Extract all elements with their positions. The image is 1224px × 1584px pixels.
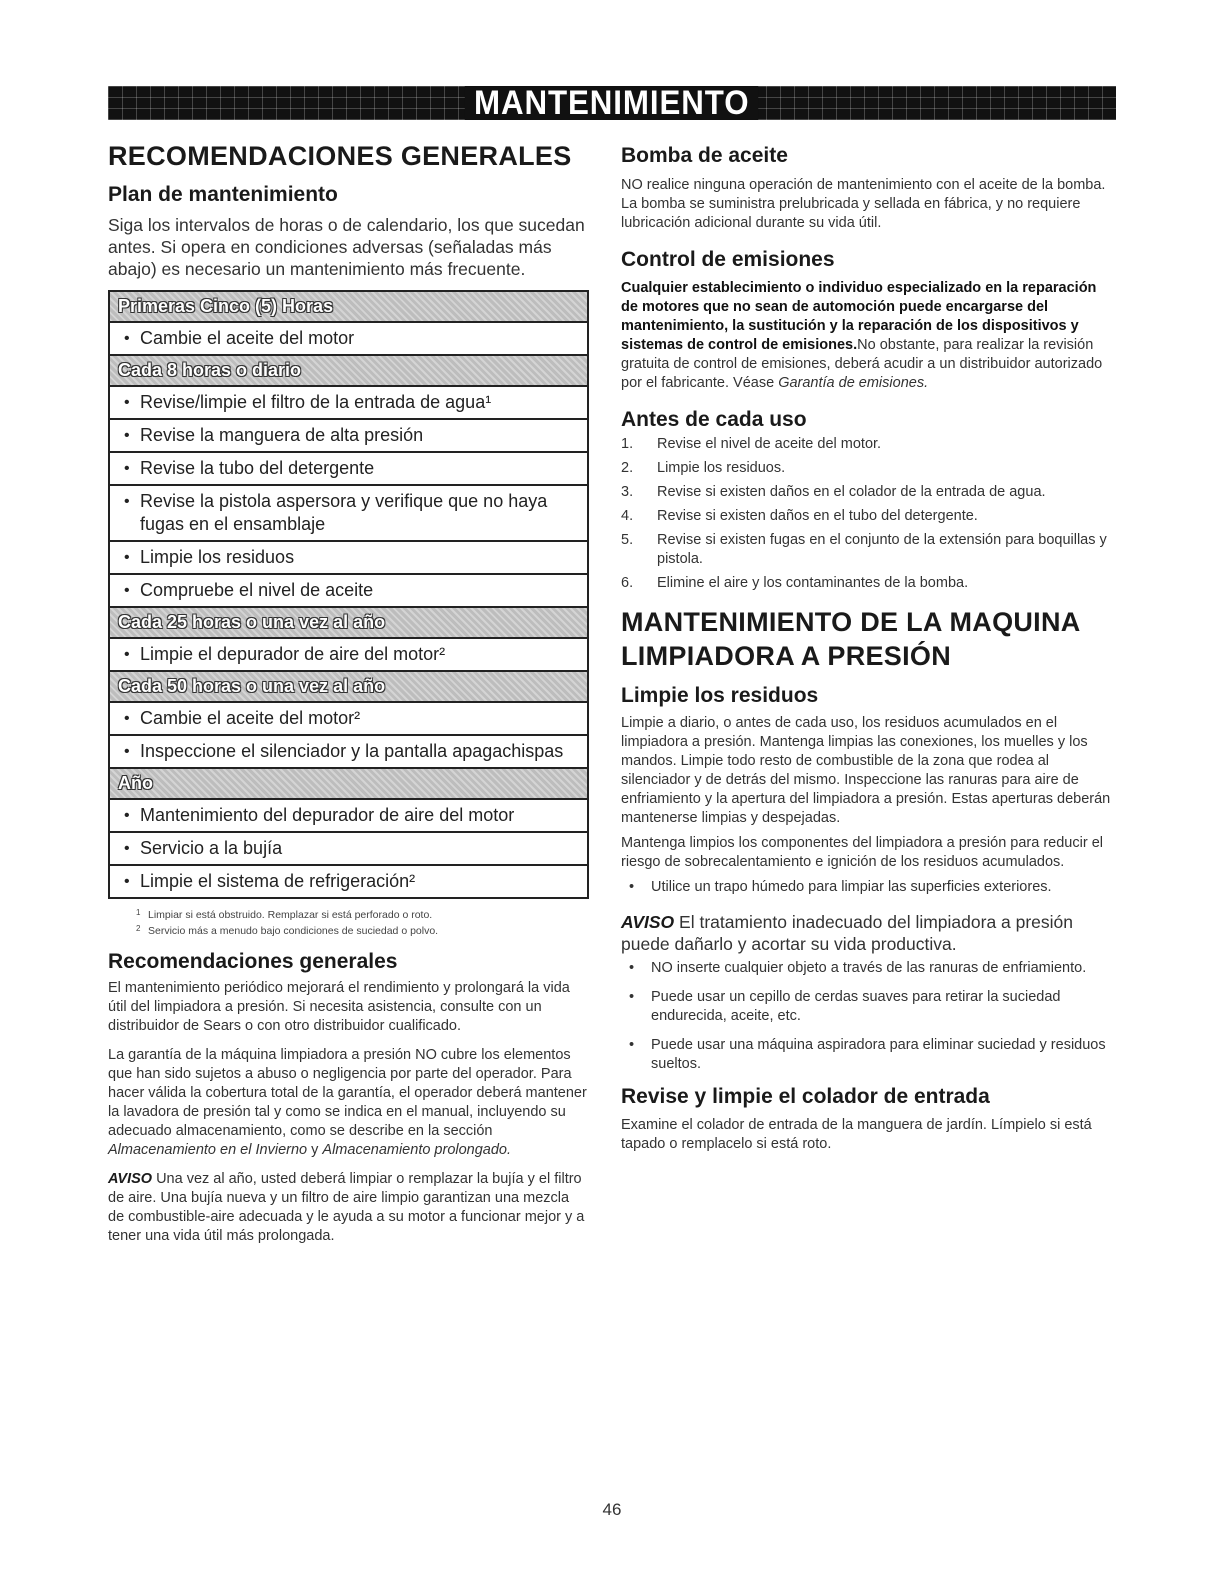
recommendations-paragraph-2: La garantía de la máquina limpiadora a presión NO cubre los elementos que han sido sujetos a abuso o negligencia por parte del operador. Para hacer válida la cobertura total de la garantía, el operador deberá mantener la lavadora de presión tal y como se indica en el manual, incluyendo su adecuado almacenamiento, como se describe en la sección Almacenamiento en el Invierno y Almacenamiento prolongado. [108,1047,587,1158]
schedule-item: • Limpie los residuos [110,542,587,575]
section-banner [108,86,1116,120]
recommendations-title: Recomendaciones generales [108,950,398,973]
recommendations-paragraph-1: El mantenimiento periódico mejorará el rendimiento y prolongará la vida útil del limpiadora a presión. Si necesita asistencia, consulte con un distribuidor de Sears o con otro distribuidor cualificado. [108,980,570,1034]
maintenance-schedule-table [108,290,589,899]
pump-text: NO realice ninguna operación de mantenimiento con el aceite de la bomba. La bomba se suministra prelubricada y sellada en fábrica, y no requiere lubricación adicional durante su vida útil. [621,177,1106,231]
schedule-item: • Revise la pistola aspersora y verifique que no haya fugas en el ensamblaje [110,486,587,542]
debris-paragraph-1: Limpie a diario, o antes de cada uso, los residuos acumulados en el limpiadora a presión. Mantenga limpias las conexiones, los muelles y los mandos. Limpie todo resto de combustible de la zona que rodea al silenciador y de detrás del mismo. Inspeccione las ranuras para aire de enfriamiento y la apertura del limpiadora a presión. Estas aperturas deberán mantenerse limpias y despejadas. [621,715,1111,826]
aviso-paragraph: AVISO Una vez al año, usted deberá limpiar o remplazar la bujía y el filtro de aire. Una bujía nueva y un filtro de aire limpio garantizan una mezcla de combustible-aire adecuada y le ayuda a su motor a funcionar mejor y a tener una vida útil más prolongada. [108,1171,585,1244]
before-use-list [621,435,1116,593]
schedule-item: • Servicio a la bujía [110,833,587,866]
schedule-item: • Limpie el sistema de refrigeración² [110,866,587,897]
machine-maintenance-heading: MANTENIMIENTO DE LA MAQUINA LIMPIADORA A PRESIÓN [621,607,1081,671]
footnotes [108,907,588,939]
aviso-bullets [621,959,1116,1074]
banner-title: MANTENIMIENTO [465,86,759,120]
schedule-item: • Cambie el aceite del motor [110,323,587,356]
strainer-title: Revise y limpie el colador de entrada [621,1085,990,1108]
list-item: 5. Revise si existen fugas en el conjunto de la extensión para boquillas y pistola. [621,532,1107,567]
schedule-group-header: Año [110,769,587,800]
schedule-group-header: Cada 50 horas o una vez al año [110,672,587,703]
list-item: 4. Revise si existen daños en el tubo del detergente. [621,508,978,524]
schedule-item: • Mantenimiento del depurador de aire del motor [110,800,587,833]
aviso-paragraph: AVISO El tratamiento inadecuado del limpiadora a presión puede dañarlo y acortar su vida productiva. [621,912,1074,954]
schedule-group-header: Primeras Cinco (5) Horas [110,292,587,323]
schedule-item: • Revise la manguera de alta presión [110,420,587,453]
plan-title: Plan de mantenimiento [108,183,338,206]
list-item: • Puede usar una máquina aspiradora para eliminar suciedad y residuos sueltos. [621,1036,1116,1074]
schedule-item: • Limpie el depurador de aire del motor² [110,639,587,672]
emissions-text: Cualquier establecimiento o individuo especializado en la reparación de motores que no sean de automoción puede encargarse del mantenimiento, la sustitución y la reparación de los dispositivos y sistemas de control de emisiones.No obstante, para realizar la revisión gratuita de control de emisiones, deberá acudir a un distribuidor autorizado por el fabricante. Véase Garantía de emisiones. [621,280,1103,391]
schedule-item: • Compruebe el nivel de aceite [110,575,587,608]
schedule-item: • Cambie el aceite del motor² [110,703,587,736]
plan-text: Siga los intervalos de horas o de calendario, los que sucedan antes. Si opera en condiciones adversas (señaladas más abajo) es necesario un mantenimiento más frecuente. [108,215,585,279]
list-item: • NO inserte cualquier objeto a través de las ranuras de enfriamiento. [621,959,1116,978]
list-item: 1. Revise el nivel de aceite del motor. [621,436,882,452]
list-item: • Puede usar un cepillo de cerdas suaves para retirar la suciedad endurecida, aceite, etc. [621,988,1116,1026]
general-recommendations-heading: RECOMENDACIONES GENERALES [108,141,572,171]
before-use-title: Antes de cada uso [621,408,807,431]
schedule-group-header: Cada 25 horas o una vez al año [110,608,587,639]
footnote-1: 1 Limpiar si está obstruido. Remplazar si está perforado o roto. [136,908,433,921]
debris-bullets [621,878,1116,897]
footnote-2: 2 Servicio más a menudo bajo condiciones de suciedad o polvo. [136,924,439,937]
pump-title: Bomba de aceite [621,144,788,167]
left-column [108,140,588,1246]
list-item: • Utilice un trapo húmedo para limpiar las superficies exteriores. [621,878,1116,897]
debris-title: Limpie los residuos [621,684,819,707]
page-number: 46 [602,1500,622,1519]
schedule-item: • Revise/limpie el filtro de la entrada de agua¹ [110,387,587,420]
list-item: 2. Limpie los residuos. [621,460,786,476]
schedule-item: • Revise la tubo del detergente [110,453,587,486]
emissions-title: Control de emisiones [621,248,835,271]
schedule-item: • Inspeccione el silenciador y la pantalla apagachispas [110,736,587,769]
schedule-group-header: Cada 8 horas o diario [110,356,587,387]
list-item: 6. Elimine el aire y los contaminantes de la bomba. [621,575,969,591]
strainer-text: Examine el colador de entrada de la manguera de jardín. Límpielo si está tapado o remplacelo si está roto. [621,1117,1092,1152]
debris-paragraph-2: Mantenga limpios los componentes del limpiadora a presión para reducir el riesgo de sobrecalentamiento e ignición de los residuos acumulados. [621,835,1103,870]
right-column [621,140,1116,1154]
list-item: 3. Revise si existen daños en el colador de la entrada de agua. [621,484,1046,500]
